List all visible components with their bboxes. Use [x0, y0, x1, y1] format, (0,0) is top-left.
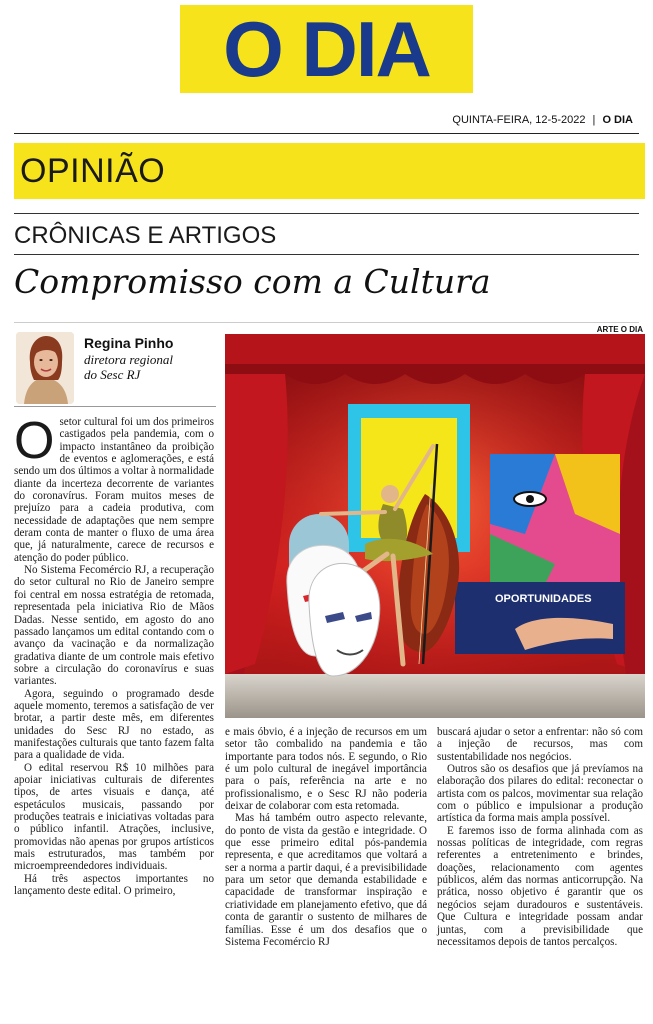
- article-paragraph: buscará ajudar o setor a enfrentar: não só com a injeção de recursos, mas com sustentabilidade nos negócios.: [437, 726, 643, 763]
- article-paragraph: Mas há também outro aspecto relevante, do ponto de vista da gestão e integridade. O que esse primeiro edital pós-pandemia representa, e que acreditamos que voltará a ser a norma a partir daqui, é a previsibilidade para um setor que demanda estabilidade e capacidade de transformar inspiração e criatividade em planejamento efetivo, que dá conta de garantir o sustento de milhares de famílias. Esse é um dos desafios que o Sistema Fecomércio RJ: [225, 812, 427, 948]
- article-paragraph: E faremos isso de forma alinhada com as nossas políticas de integridade, com regras referentes a entretenimento e brindes, doações, relacionamento com agentes públicos, além das normas anticorrupção. Na prática, nosso objetivo é garantir que os negócios sejam duradouros e sustentáveis. Que Cultura e integridade possam andar juntas, com a previsibilidade que necessitamos depois de tantos percalços.: [437, 824, 643, 948]
- article-column-2: [225, 726, 427, 948]
- article-column-3: [437, 726, 643, 948]
- section-divider: [14, 213, 639, 214]
- author-name: Regina Pinho: [84, 335, 174, 351]
- subtitle-divider: [14, 254, 639, 255]
- article-paragraph: e mais óbvio, é a injeção de recursos em um setor tão combalido na pandemia e tão importante para todos nós. E segundo, o Rio é um polo cultural de inegável importância para o país, referência na arte e no profissionalismo, e o Sesc RJ não poderia deixar de colaborar com esta retomada.: [225, 726, 427, 813]
- author-avatar: [16, 332, 74, 404]
- author-role-line2: do Sesc RJ: [84, 367, 141, 382]
- author-divider: [14, 406, 216, 407]
- image-credit: ARTE O DIA: [596, 325, 643, 334]
- author-role-line1: diretora regional: [84, 352, 173, 367]
- article-paragraph: O edital reservou R$ 10 milhões para apoiar iniciativas culturais de diferentes tipos, de artes visuais e dança, até espetáculos musicais, passando por produções teatrais e iniciativas voltadas para o público infantil. Atrações, inclusive, promovidas não apenas por grupos artísticos mais estruturados, mas também por microempreendedores individuais.: [14, 761, 214, 873]
- dateline-date: QUINTA-FEIRA, 12-5-2022: [452, 114, 586, 126]
- article-column-1: [14, 412, 214, 898]
- headline-divider: [14, 322, 639, 323]
- article-headline: Compromisso com a Cultura: [14, 262, 491, 301]
- article-paragraph: Agora, seguindo o programado desde aquele momento, teremos a satisfação de ver brotar, a partir deste mês, em diferentes unidades do Sesc RJ no estado, as manifestações culturais que tanto fazem falta para a qualidade de vida.: [14, 687, 214, 762]
- article-paragraph: No Sistema Fecomércio RJ, a recuperação do setor cultural no Rio de Janeiro sempre foi central em nossa estratégia de retomada, representada pela iniciativa Rio de Mãos Dadas. Nesse sentido, em agosto do ano passado lançamos um edital contando com o avanço da vacinação e da normalização gradativa diante de um controle mais efetivo sobre a circulação do coronavírus e suas variantes.: [14, 564, 214, 688]
- masthead-logo: O DIA: [223, 5, 430, 93]
- article-illustration: [225, 334, 645, 718]
- dateline-paper: O DIA: [602, 114, 633, 126]
- section-title: OPINIÃO: [20, 152, 166, 190]
- dateline-separator: |: [592, 114, 596, 126]
- top-divider: [14, 133, 639, 134]
- article-paragraph: Outros são os desafios que já prevíamos na elaboração dos pilares do edital: reconectar o artista com os palcos, movimentar sua relação com o público e impulsionar a produção artística da forma mais ampla possível.: [437, 763, 643, 825]
- article-paragraph: Osetor cultural foi um dos primeiros castigados pela pandemia, com o impacto instantâneo da proibição de eventos e aglomerações, e está sendo um dos últimos a voltar à normalidade diante da incerteza decorrente de variantes do coronavírus. Foram muitos meses de prejuízo para a cadeia produtiva, com necessidade de adaptações que nem sempre deram conta de manter o fluxo de uma área que, já naturalmente, carece de recursos e atenção do poder público.: [14, 412, 214, 564]
- article-paragraph: Há três aspectos importantes no lançamento deste edital. O primeiro,: [14, 872, 214, 898]
- section-subtitle: CRÔNICAS E ARTIGOS: [14, 222, 277, 249]
- illustration-word: OPORTUNIDADES: [495, 593, 592, 605]
- author-role: [84, 352, 214, 382]
- dateline: [452, 114, 633, 126]
- drop-cap: O: [14, 412, 55, 470]
